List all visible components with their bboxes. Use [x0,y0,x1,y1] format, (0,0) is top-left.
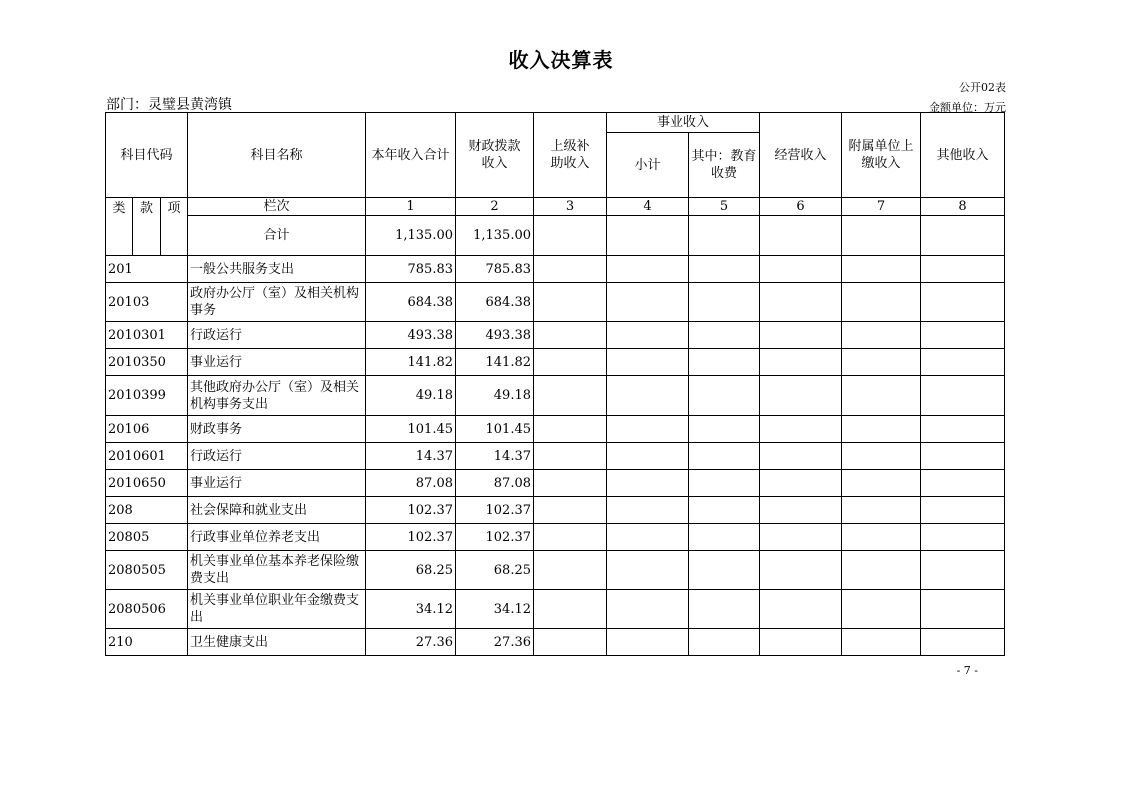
empty-cell [689,283,760,322]
empty-cell [760,416,842,443]
row-fiscal: 493.38 [456,322,534,349]
header-name: 科目名称 [188,113,366,198]
row-name: 卫生健康支出 [188,629,366,656]
row-fiscal: 684.38 [456,283,534,322]
col-number: 6 [760,198,842,216]
empty-cell [534,416,607,443]
row-fiscal: 14.37 [456,443,534,470]
empty-cell [760,256,842,283]
empty-cell [689,524,760,551]
header-lanci: 栏次 [188,198,366,216]
empty-cell [689,443,760,470]
empty-cell [607,283,689,322]
empty-cell [534,590,607,629]
header-fiscal: 财政拨款收入 [456,113,534,198]
empty-cell [921,216,1005,256]
empty-cell [689,590,760,629]
col-number: 3 [534,198,607,216]
header-upper: 上级补助收入 [534,113,607,198]
row-name: 行政运行 [188,443,366,470]
header-lei: 类 [106,198,133,256]
empty-cell [921,376,1005,416]
empty-cell [607,443,689,470]
row-fiscal: 68.25 [456,551,534,590]
empty-cell [842,376,921,416]
empty-cell [842,590,921,629]
row-code: 20106 [106,416,188,443]
empty-cell [689,551,760,590]
empty-cell [921,256,1005,283]
row-name: 机关事业单位基本养老保险缴费支出 [188,551,366,590]
header-total: 本年收入合计 [366,113,456,198]
empty-cell [534,470,607,497]
empty-cell [534,524,607,551]
empty-cell [607,497,689,524]
table-row [106,629,1005,656]
income-table [105,112,1005,656]
row-name: 行政事业单位养老支出 [188,524,366,551]
row-total: 102.37 [366,524,456,551]
row-code: 2080506 [106,590,188,629]
empty-cell [760,322,842,349]
department-label: 部门：灵璧县黄湾镇 [106,97,232,113]
empty-cell [689,629,760,656]
row-name: 一般公共服务支出 [188,256,366,283]
row-code: 2080505 [106,551,188,590]
row-name: 事业运行 [188,349,366,376]
row-fiscal: 785.83 [456,256,534,283]
col-number: 7 [842,198,921,216]
empty-cell [842,349,921,376]
row-name: 机关事业单位职业年金缴费支出 [188,590,366,629]
table-row [106,256,1005,283]
empty-cell [842,497,921,524]
empty-cell [921,590,1005,629]
empty-cell [842,322,921,349]
empty-cell [760,216,842,256]
row-fiscal: 102.37 [456,524,534,551]
empty-cell [689,349,760,376]
row-name: 行政运行 [188,322,366,349]
row-name: 政府办公厅（室）及相关机构事务 [188,283,366,322]
total-label: 合计 [188,216,366,256]
empty-cell [607,416,689,443]
empty-cell [921,416,1005,443]
empty-cell [607,256,689,283]
empty-cell [534,629,607,656]
col-number: 8 [921,198,1005,216]
empty-cell [607,629,689,656]
row-fiscal: 27.36 [456,629,534,656]
empty-cell [921,470,1005,497]
empty-cell [534,443,607,470]
empty-cell [534,283,607,322]
row-fiscal: 102.37 [456,497,534,524]
table-row [106,416,1005,443]
empty-cell [689,322,760,349]
empty-cell [534,349,607,376]
empty-cell [689,470,760,497]
total-amount: 1,135.00 [366,216,456,256]
empty-cell [760,283,842,322]
empty-cell [842,629,921,656]
empty-cell [607,349,689,376]
empty-cell [760,551,842,590]
empty-cell [921,524,1005,551]
empty-cell [607,470,689,497]
row-code: 2010350 [106,349,188,376]
row-code: 208 [106,497,188,524]
empty-cell [760,349,842,376]
row-name: 财政事务 [188,416,366,443]
row-code: 2010399 [106,376,188,416]
empty-cell [760,470,842,497]
empty-cell [921,443,1005,470]
row-total: 102.37 [366,497,456,524]
table-row [106,470,1005,497]
table-row [106,376,1005,416]
row-total: 101.45 [366,416,456,443]
row-fiscal: 87.08 [456,470,534,497]
empty-cell [607,376,689,416]
header-business-income: 事业收入 [607,113,760,133]
empty-cell [921,349,1005,376]
empty-cell [689,416,760,443]
empty-cell [689,216,760,256]
empty-cell [607,551,689,590]
empty-cell [760,497,842,524]
empty-cell [760,443,842,470]
col-number: 1 [366,198,456,216]
col-number: 2 [456,198,534,216]
table-row [106,551,1005,590]
row-total: 49.18 [366,376,456,416]
row-total: 68.25 [366,551,456,590]
row-code: 20103 [106,283,188,322]
empty-cell [760,524,842,551]
empty-cell [689,256,760,283]
empty-cell [921,551,1005,590]
page-number: - 7 - [956,664,978,677]
empty-cell [607,590,689,629]
empty-cell [534,376,607,416]
table-row [106,349,1005,376]
empty-cell [842,216,921,256]
table-row [106,497,1005,524]
empty-cell [921,497,1005,524]
row-code: 2010650 [106,470,188,497]
header-other: 其他收入 [921,113,1005,198]
table-row [106,283,1005,322]
empty-cell [842,443,921,470]
header-edu-fee: 其中：教育收费 [689,133,760,198]
empty-cell [842,256,921,283]
empty-cell [689,376,760,416]
row-fiscal: 101.45 [456,416,534,443]
header-code: 科目代码 [106,113,188,198]
empty-cell [921,629,1005,656]
empty-cell [842,470,921,497]
row-total: 27.36 [366,629,456,656]
row-total: 785.83 [366,256,456,283]
empty-cell [760,376,842,416]
header-kuan: 款 [133,198,161,256]
row-code: 201 [106,256,188,283]
row-name: 事业运行 [188,470,366,497]
empty-cell [534,256,607,283]
empty-cell [534,497,607,524]
empty-cell [760,590,842,629]
empty-cell [607,524,689,551]
empty-cell [842,524,921,551]
row-total: 684.38 [366,283,456,322]
empty-cell [607,322,689,349]
row-total: 34.12 [366,590,456,629]
table-row [106,322,1005,349]
row-name: 其他政府办公厅（室）及相关机构事务支出 [188,376,366,416]
row-total: 141.82 [366,349,456,376]
table-row [106,590,1005,629]
header-subtotal: 小计 [607,133,689,198]
row-name: 社会保障和就业支出 [188,497,366,524]
header-xiang: 项 [161,198,188,256]
header-operating: 经营收入 [760,113,842,198]
form-number: 公开02表 [959,81,1006,94]
page-title: 收入决算表 [508,48,614,72]
empty-cell [534,216,607,256]
empty-cell [607,216,689,256]
table-row [106,524,1005,551]
row-code: 20805 [106,524,188,551]
empty-cell [842,283,921,322]
row-total: 493.38 [366,322,456,349]
empty-cell [842,551,921,590]
row-code: 210 [106,629,188,656]
row-total: 87.08 [366,470,456,497]
empty-cell [921,283,1005,322]
row-code: 2010301 [106,322,188,349]
row-total: 14.37 [366,443,456,470]
row-fiscal: 49.18 [456,376,534,416]
col-number: 5 [689,198,760,216]
empty-cell [534,322,607,349]
table-row [106,443,1005,470]
empty-cell [760,629,842,656]
empty-cell [921,322,1005,349]
row-fiscal: 141.82 [456,349,534,376]
empty-cell [689,497,760,524]
empty-cell [534,551,607,590]
row-code: 2010601 [106,443,188,470]
unit-label: 金额单位：万元 [929,101,1006,114]
total-fiscal: 1,135.00 [456,216,534,256]
row-fiscal: 34.12 [456,590,534,629]
header-affiliated: 附属单位上缴收入 [842,113,921,198]
empty-cell [842,416,921,443]
col-number: 4 [607,198,689,216]
